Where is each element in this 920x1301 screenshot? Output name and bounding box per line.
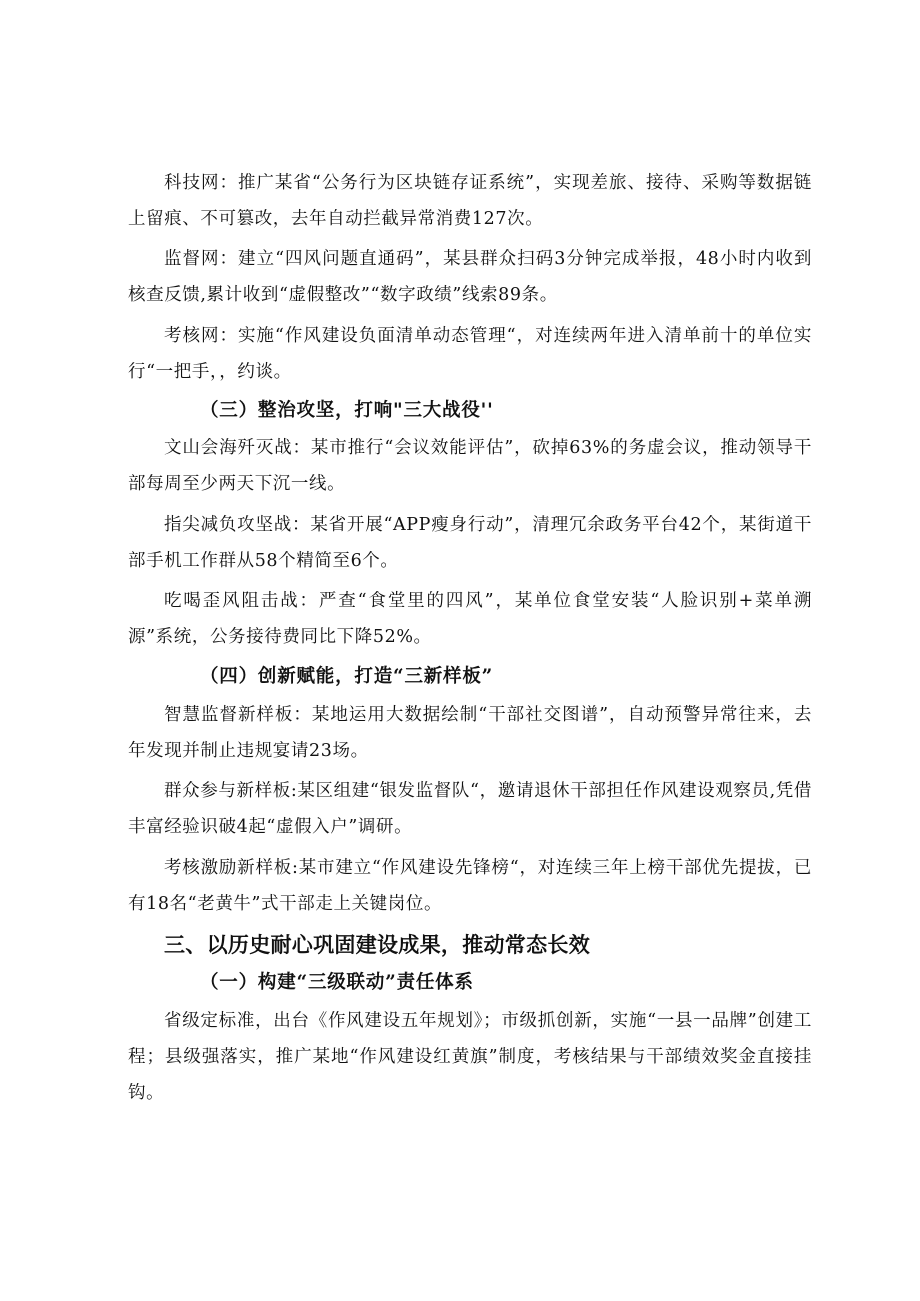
section-heading-three-level-linkage: （一）构建“三级联动”责任体系 [200,972,474,993]
paragraph-responsibility-system: 省级定标准，出台《作风建设五年规划》；市级抓创新，实施“一县一品牌”创建工程；县级强落实，推广某地“作风建设红黄旗”制度，考核结果与干部绩效奖金直接挂钩。 [128,1011,812,1103]
paragraph-smart-supervision: 智慧监督新样板：某地运用大数据绘制“干部社交图谱”，自动预警异常往来，去年发现并制止违规宴请23场。 [128,705,812,761]
paragraph-supervision-network: 监督网：建立“四风问题直通码”，某县群众扫码3分钟完成举报，48小时内收到核查反馈,累计收到“虚假整改”“数字政绩”线索89条。 [128,249,812,305]
paragraph-fingertip-battle: 指尖减负攻坚战：某省开展“APP瘦身行动”，清理冗余政务平台42个，某街道干部手机工作群从58个精简至6个。 [128,515,812,571]
section-heading-three-models: （四）创新赋能，打造“三新样板” [200,666,494,687]
paragraph-assessment-incentive: 考核激励新样板:某市建立“作风建设先锋榜“，对连续三年上榜干部优先提拔，已有18名“老黄牛”式干部走上关键岗位。 [128,858,812,914]
paragraph-meeting-battle: 文山会海歼灭战：某市推行“会议效能评估”，砍掉63%的务虚会议，推动领导干部每周至少两天下沉一线。 [128,438,812,494]
section-heading-three-battles: （三）整治攻坚，打响"三大战役'' [200,400,494,421]
paragraph-public-participation: 群众参与新样板:某区组建“银发监督队“，邀请退休干部担任作风建设观察员,凭借丰富经验识破4起“虚假入户”调研。 [128,781,812,837]
chapter-heading-three: 三、以历史耐心巩固建设成果，推动常态长效 [164,933,590,957]
paragraph-dining-battle: 吃喝歪风阻击战：严查“食堂里的四风”，某单位食堂安装“人脸识别+菜单溯源”系统，公务接待费同比下降52%。 [128,591,812,647]
paragraph-assessment-network: 考核网：实施“作风建设负面清单动态管理“，对连续两年进入清单前十的单位实行“一把手，，约谈。 [128,326,812,382]
paragraph-tech-network: 科技网：推广某省“公务行为区块链存证系统”，实现差旅、接待、采购等数据链上留痕、不可篡改，去年自动拦截异常消费127次。 [128,173,812,229]
